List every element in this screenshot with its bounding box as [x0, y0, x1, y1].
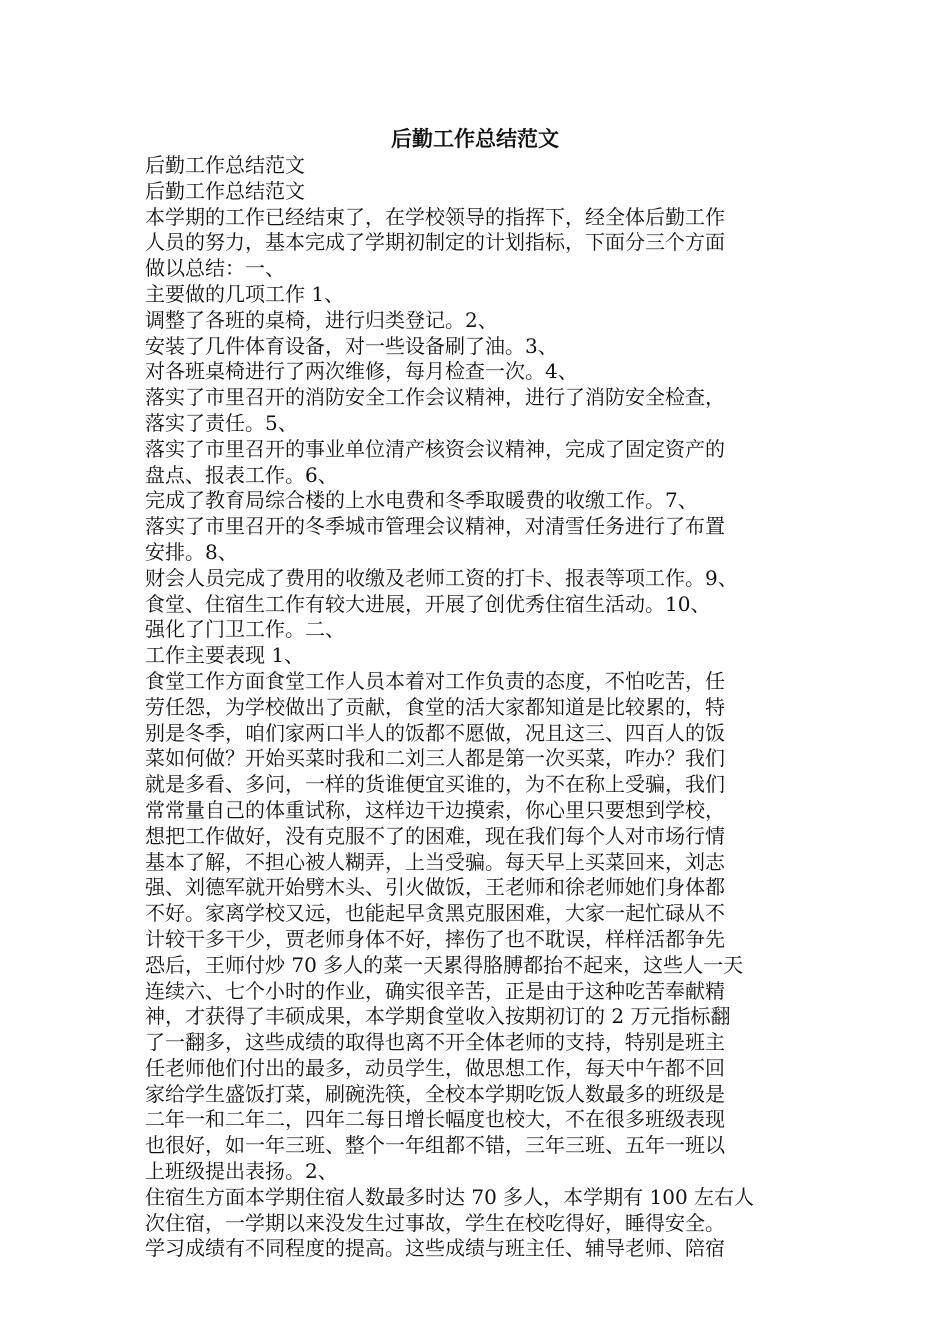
text-line: 主要做的几项工作 1、 [145, 281, 345, 306]
text-line: 上班级提出表扬。2、 [145, 1159, 338, 1184]
text-line: 工作主要表现 1、 [145, 643, 305, 668]
text-line: 也很好，如一年三班、整个一年组都不错，三年三班、五年一班以 [145, 1133, 725, 1158]
text-line: 菜如何做？开始买菜时我和二刘三人都是第一次买菜，咋办？我们 [145, 746, 725, 771]
text-line: 就是多看、多问，一样的货谁便宜买谁的，为不在称上受骗，我们 [145, 772, 725, 797]
text-line: 完成了教育局综合楼的上水电费和冬季取暖费的收缴工作。7、 [145, 488, 698, 513]
text-line: 连续六、七个小时的作业，确实很辛苦，正是由于这种吃苦奉献精 [145, 978, 725, 1003]
text-line: 了一翻多，这些成绩的取得也离不开全体老师的支持，特别是班主 [145, 1030, 725, 1055]
text-line: 想把工作做好，没有克服不了的困难，现在我们每个人对市场行情 [145, 823, 725, 848]
text-line: 安装了几件体育设备，对一些设备刷了油。3、 [145, 333, 558, 358]
text-line: 基本了解，不担心被人糊弄，上当受骗。每天早上买菜回来，刘志 [145, 849, 725, 874]
text-line: 次住宿，一学期以来没发生过事故，学生在校吃得好，睡得安全。 [145, 1210, 725, 1235]
text-line: 落实了市里召开的消防安全工作会议精神，进行了消防安全检查， [145, 385, 725, 410]
text-line: 学习成绩有不同程度的提高。这些成绩与班主任、辅导老师、陪宿 [145, 1236, 725, 1261]
text-line: 二年一和二年二，四年二每日增长幅度也校大，不在很多班级表现 [145, 1107, 725, 1132]
text-line: 劳任怨，为学校做出了贡献，食堂的活大家都知道是比较累的，特 [145, 694, 725, 719]
text-line: 食堂、住宿生工作有较大进展，开展了创优秀住宿生活动。10、 [145, 591, 711, 616]
text-line: 别是冬季，咱们家两口半人的饭都不愿做，况且这三、四百人的饭 [145, 720, 725, 745]
text-line: 财会人员完成了费用的收缴及老师工资的打卡、报表等项工作。9、 [145, 565, 738, 590]
text-line: 落实了责任。5、 [145, 410, 298, 435]
text-line: 住宿生方面本学期住宿人数最多时达 70 多人，本学期有 100 左右人 [145, 1184, 755, 1209]
text-line: 做以总结：一、 [145, 256, 285, 281]
text-line: 常常量自己的体重试称，这样边干边摸索，你心里只要想到学校， [145, 797, 725, 822]
text-line: 调整了各班的桌椅，进行归类登记。2、 [145, 307, 498, 332]
text-line: 任老师他们付出的最多，动员学生，做思想工作，每天中午都不回 [145, 1055, 725, 1080]
text-line: 后勤工作总结范文 [145, 178, 305, 203]
document-title: 后勤工作总结范文 [391, 127, 559, 151]
text-line: 计较干多干少，贾老师身体不好，摔伤了也不耽误，样样活都争先 [145, 926, 725, 951]
text-line: 不好。家离学校又远，也能起早贪黑克服困难，大家一起忙碌从不 [145, 901, 725, 926]
text-line: 盘点、报表工作。6、 [145, 462, 338, 487]
text-line: 落实了市里召开的冬季城市管理会议精神，对清雪任务进行了布置 [145, 514, 725, 539]
text-line: 安排。8、 [145, 539, 238, 564]
text-line: 人员的努力，基本完成了学期初制定的计划指标，下面分三个方面 [145, 230, 725, 255]
text-line: 强化了门卫工作。二、 [145, 617, 345, 642]
text-line: 神，才获得了丰硕成果，本学期食堂收入按期初订的 2 万元指标翻 [145, 1004, 731, 1029]
document-body [145, 153, 805, 1262]
text-line: 食堂工作方面食堂工作人员本着对工作负责的态度，不怕吃苦，任 [145, 668, 725, 693]
text-line: 本学期的工作已经结束了，在学校领导的指挥下，经全体后勤工作 [145, 204, 725, 229]
text-line: 落实了市里召开的事业单位清产核资会议精神，完成了固定资产的 [145, 436, 725, 461]
text-line: 对各班桌椅进行了两次维修，每月检查一次。4、 [145, 359, 578, 384]
text-line: 强、刘德军就开始劈木头、引火做饭，王老师和徐老师她们身体都 [145, 875, 725, 900]
text-line: 恐后，王师付炒 70 多人的菜一天累得胳膊都抬不起来，这些人一天 [145, 952, 744, 977]
text-line: 后勤工作总结范文 [145, 153, 305, 177]
text-line: 家给学生盛饭打菜，刷碗洗筷，全校本学期吃饭人数最多的班级是 [145, 1081, 725, 1106]
